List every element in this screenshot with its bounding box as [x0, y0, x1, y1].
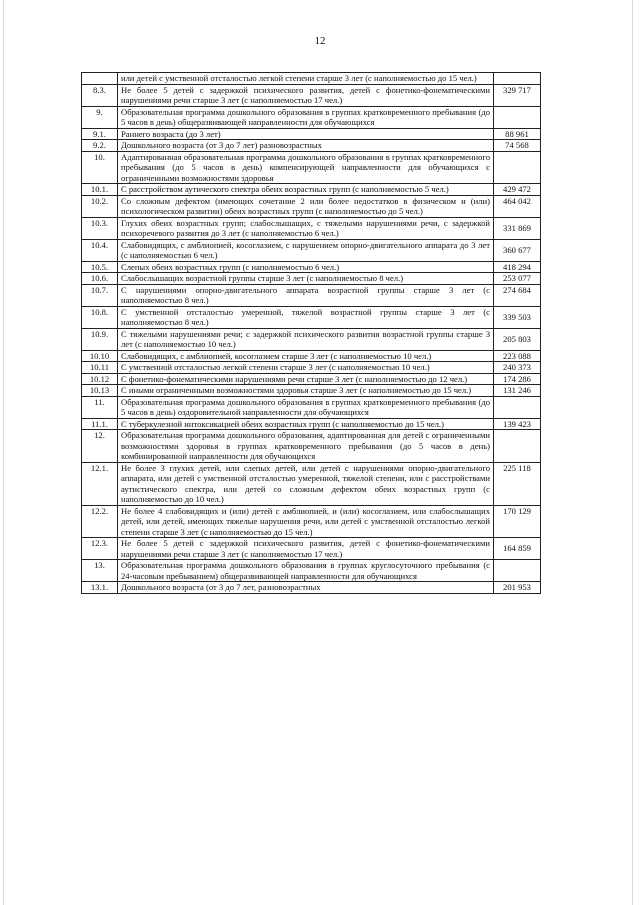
- tariff-table: [81, 72, 541, 594]
- row-value-cell: 339 503: [494, 306, 541, 328]
- row-number-cell: 10.12: [82, 373, 118, 385]
- row-value-cell: 170 129: [494, 505, 541, 538]
- table-row: [82, 261, 541, 273]
- table-row: [82, 84, 541, 106]
- row-number-cell: 8.3.: [82, 84, 118, 106]
- row-description-cell: Дошкольного возраста (от 3 до 7 лет) разновозрастных: [118, 140, 494, 152]
- row-value-cell: 88 961: [494, 128, 541, 140]
- row-number-cell: 10.2.: [82, 195, 118, 217]
- row-value-cell: 174 286: [494, 373, 541, 385]
- row-description-cell: Образовательная программа дошкольного образования в группах кратковременного пребывания (до 5 часов в день) оздоровительной направленности для обучающихся: [118, 396, 494, 418]
- table-row: [82, 373, 541, 385]
- row-value-cell: [494, 73, 541, 85]
- row-description-cell: Не более 5 детей с задержкой психического развития, детей с фонетико-фонематическими нарушениями речи старше 3 лет (с наполняемостью 17 чел.): [118, 538, 494, 560]
- row-number-cell: 10.9.: [82, 328, 118, 350]
- row-number-cell: [82, 73, 118, 85]
- row-value-cell: 464 042: [494, 195, 541, 217]
- table-row: [82, 350, 541, 362]
- tariff-table-body: [82, 73, 541, 594]
- row-number-cell: 10.11: [82, 362, 118, 374]
- row-number-cell: 10.5.: [82, 261, 118, 273]
- row-number-cell: 10.8.: [82, 306, 118, 328]
- row-value-cell: 131 246: [494, 385, 541, 397]
- row-value-cell: [494, 430, 541, 463]
- row-value-cell: [494, 396, 541, 418]
- row-description-cell: С фонетико-фонематическими нарушениями речи старше 3 лет (с наполняемостью до 12 чел.): [118, 373, 494, 385]
- row-description-cell: Не более 4 слабовидящих и (или) детей с амблиопией, и (или) косоглазием, или слабослышащих детей, или детей, имеющих тяжелые нарушения речи, или детей с умственной отсталостью легкой степени старше 3 лет (с наполняемостью до 15 чел.): [118, 505, 494, 538]
- row-number-cell: 9.2.: [82, 140, 118, 152]
- row-value-cell: 223 088: [494, 350, 541, 362]
- row-number-cell: 12.: [82, 430, 118, 463]
- row-description-cell: Слепых обеих возрастных групп (с наполняемостью 6 чел.): [118, 261, 494, 273]
- row-number-cell: 10.7.: [82, 284, 118, 306]
- table-row: [82, 538, 541, 560]
- row-description-cell: Глухих обеих возрастных групп; слабослышащих, с тяжелыми нарушениями речи, с задержкой психоречевого развития до 3 лет (с наполняемостью 6 чел.): [118, 217, 494, 239]
- page-number: 12: [314, 35, 326, 47]
- row-description-cell: Образовательная программа дошкольного образования, адаптированная для детей с ограниченными возможностями здоровья в группах кратковременного пребывания (до 5 часов в день) комбинированной направленности для обучающихся: [118, 430, 494, 463]
- table-row: [82, 184, 541, 196]
- table-row: [82, 73, 541, 85]
- row-value-cell: 331 869: [494, 217, 541, 239]
- row-value-cell: 253 077: [494, 273, 541, 285]
- right-scan-edge: [632, 0, 633, 905]
- table-row: [82, 306, 541, 328]
- row-value-cell: 329 717: [494, 84, 541, 106]
- row-number-cell: 10.10: [82, 350, 118, 362]
- row-description-cell: С туберкулезной интоксикацией обеих возрастных групп (с наполняемостью до 15 чел.): [118, 418, 494, 430]
- row-description-cell: Со сложным дефектом (имеющих сочетание 2 или более недостатков в физическом и (или) психологическом развитии) обеих возрастных групп (с наполняемостью до 5 чел.): [118, 195, 494, 217]
- table-row: [82, 462, 541, 505]
- table-row: [82, 140, 541, 152]
- row-number-cell: 10.1.: [82, 184, 118, 196]
- row-description-cell: Не более 5 детей с задержкой психического развития, детей с фонетико-фонематическими нарушениями речи старше 3 лет (с наполняемостью 17 чел.): [118, 84, 494, 106]
- table-row: [82, 385, 541, 397]
- table-row: [82, 284, 541, 306]
- row-value-cell: [494, 106, 541, 128]
- row-description-cell: или детей с умственной отсталостью легкой степени старше 3 лет (с наполняемостью до 15 чел.): [118, 73, 494, 85]
- row-number-cell: 10.4.: [82, 239, 118, 261]
- row-description-cell: Слабослышащих возрастной группы старше 3 лет (с наполняемостью 8 чел.): [118, 273, 494, 285]
- row-number-cell: 12.1.: [82, 462, 118, 505]
- table-row: [82, 217, 541, 239]
- table-row: [82, 195, 541, 217]
- row-value-cell: 201 953: [494, 582, 541, 594]
- row-value-cell: 139 423: [494, 418, 541, 430]
- row-description-cell: Адаптированная образовательная программа дошкольного образования в группах кратковременного пребывания (до 5 часов в день) компенсирующей направленности для обучающихся с ограниченными возможностями здоровья: [118, 151, 494, 184]
- row-description-cell: С тяжелыми нарушениями речи; с задержкой психического развития возрастной группы старше 3 лет (с наполняемостью 10 чел.): [118, 328, 494, 350]
- row-description-cell: С иными ограниченными возможностями здоровья старше 3 лет (с наполняемостью до 15 чел.): [118, 385, 494, 397]
- table-row: [82, 328, 541, 350]
- row-number-cell: 10.3.: [82, 217, 118, 239]
- table-row: [82, 128, 541, 140]
- row-value-cell: 418 294: [494, 261, 541, 273]
- row-value-cell: 274 684: [494, 284, 541, 306]
- row-number-cell: 10.: [82, 151, 118, 184]
- table-row: [82, 430, 541, 463]
- row-description-cell: С умственной отсталостью умеренной, тяжелой возрастной группы старше 3 лет (с наполняемостью 8 чел.): [118, 306, 494, 328]
- row-number-cell: 12.2.: [82, 505, 118, 538]
- row-description-cell: Раннего возраста (до 3 лет): [118, 128, 494, 140]
- row-value-cell: [494, 560, 541, 582]
- row-number-cell: 12.3.: [82, 538, 118, 560]
- row-description-cell: Образовательная программа дошкольного образования в группах круглосуточного пребывания (с 24-часовым пребыванием) общеразвивающей направленности для обучающихся: [118, 560, 494, 582]
- row-description-cell: Образовательная программа дошкольного образования в группах кратковременного пребывания (до 5 часов в день) общеразвивающей направленности для обучающихся: [118, 106, 494, 128]
- table-row: [82, 396, 541, 418]
- row-number-cell: 13.1.: [82, 582, 118, 594]
- table-row: [82, 582, 541, 594]
- table-row: [82, 418, 541, 430]
- table-row: [82, 106, 541, 128]
- left-scan-edge: [3, 0, 4, 905]
- row-number-cell: 11.1.: [82, 418, 118, 430]
- table-row: [82, 151, 541, 184]
- row-description-cell: С расстройством аутического спектра обеих возрастных групп (с наполняемостью 5 чел.): [118, 184, 494, 196]
- row-description-cell: С умственной отсталостью легкой степени старше 3 лет (с наполняемостью 10 чел.): [118, 362, 494, 374]
- table-row: [82, 560, 541, 582]
- row-value-cell: 205 803: [494, 328, 541, 350]
- row-number-cell: 10.13: [82, 385, 118, 397]
- row-number-cell: 11.: [82, 396, 118, 418]
- table-row: [82, 505, 541, 538]
- table-row: [82, 362, 541, 374]
- row-value-cell: [494, 151, 541, 184]
- row-number-cell: 10.6.: [82, 273, 118, 285]
- row-description-cell: Дошкольного возраста (от 3 до 7 лет, разновозрастных: [118, 582, 494, 594]
- row-value-cell: 429 472: [494, 184, 541, 196]
- row-value-cell: 74 568: [494, 140, 541, 152]
- row-value-cell: 225 118: [494, 462, 541, 505]
- row-value-cell: 360 677: [494, 239, 541, 261]
- row-number-cell: 9.1.: [82, 128, 118, 140]
- row-value-cell: 240 373: [494, 362, 541, 374]
- row-number-cell: 13.: [82, 560, 118, 582]
- row-description-cell: Не более 3 глухих детей, или слепых детей, или детей с нарушениями опорно-двигательного аппарата, или детей с умственной отсталостью умеренной, тяжелой степени, или с расстройствами аутистического спектра, или детей со сложным дефектом обеих возрастных групп (с наполняемостью до 10 чел.): [118, 462, 494, 505]
- row-description-cell: Слабовидящих, с амблиопией, косоглазием старше 3 лет (с наполняемостью 10 чел.): [118, 350, 494, 362]
- row-number-cell: 9.: [82, 106, 118, 128]
- table-row: [82, 273, 541, 285]
- row-description-cell: С нарушениями опорно-двигательного аппарата возрастной группы старше 3 лет (с наполняемостью 8 чел.): [118, 284, 494, 306]
- row-description-cell: Слабовидящих, с амблиопией, косоглазием, с нарушением опорно-двигательного аппарата до 3 лет (с наполняемостью 6 чел.): [118, 239, 494, 261]
- row-value-cell: 164 859: [494, 538, 541, 560]
- table-row: [82, 239, 541, 261]
